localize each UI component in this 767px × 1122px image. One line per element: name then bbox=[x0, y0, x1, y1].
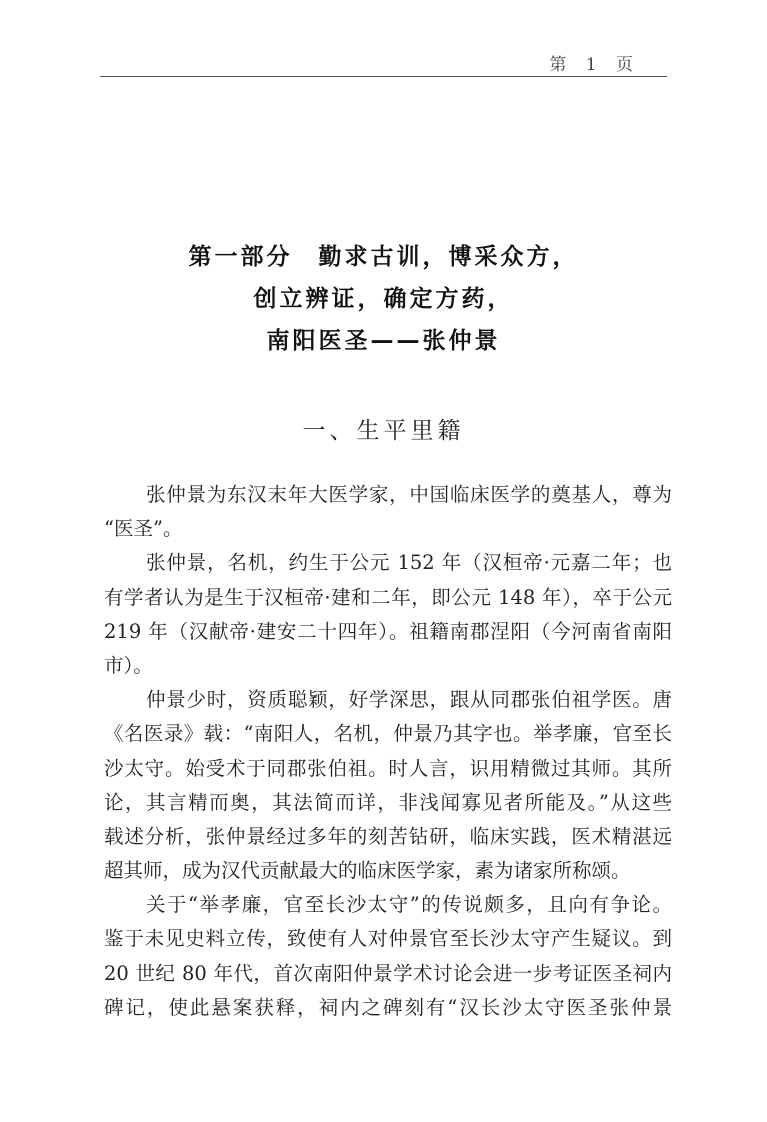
text-line: 关于“举孝廉，官至长沙太守”的传说颇多，且向有争论。 bbox=[146, 893, 672, 917]
part-title bbox=[0, 236, 767, 362]
text-line: 219 年（汉献帝·建安二十四年）。祖籍南郡涅阳（今河南省南阳 bbox=[104, 619, 672, 643]
part-title-line: 南阳医圣——张仲景 bbox=[266, 328, 501, 354]
text-line: 论，其言精而奥，其法简而详，非浅闻寡见者所能及。”从这些 bbox=[104, 790, 672, 814]
page-header bbox=[100, 48, 667, 77]
text-line: “医圣”。 bbox=[104, 517, 183, 541]
page-number: 第 1 页 bbox=[549, 55, 635, 75]
text-line: 载述分析，张仲景经过多年的刻苦钻研，临床实践，医术精湛远 bbox=[104, 824, 672, 848]
part-title-line: 创立辨证，确定方药， bbox=[253, 286, 514, 312]
text-line: 张仲景为东汉末年大医学家，中国临床医学的奠基人，尊为 bbox=[146, 483, 672, 506]
text-line: 张仲景，名机，约生于公元 152 年（汉桓帝·元嘉二年；也 bbox=[146, 551, 672, 575]
text-line: 市）。 bbox=[104, 653, 153, 677]
text-line: 碑记，使此悬案获释，祠内之碑刻有“汉长沙太守医圣张仲景 bbox=[104, 995, 672, 1019]
text-line: 有学者认为是生于汉桓帝·建和二年，即公元 148 年），卒于公元 bbox=[104, 585, 672, 609]
text-line: 超其师，成为汉代贡献最大的临床医学家，素为诸家所称颂。 bbox=[104, 859, 631, 883]
text-line: 鉴于未见史料立传，致使有人对仲景官至长沙太守产生疑议。到 bbox=[104, 927, 672, 951]
section-heading: 一、生平里籍 bbox=[302, 418, 465, 444]
text-line: 20 世纪 80 年代，首次南阳仲景学术讨论会进一步考证医圣祠内 bbox=[104, 961, 672, 985]
text-line: 沙太守。始受术于同郡张伯祖。时人言，识用精微过其师。其所 bbox=[104, 756, 672, 780]
part-title-line: 第一部分 勤求古训，博采众方， bbox=[188, 244, 579, 270]
text-line: 《名医录》载：“南阳人，名机，仲景乃其字也。举孝廉，官至长 bbox=[104, 722, 672, 746]
body-text bbox=[104, 478, 672, 1025]
text-line: 仲景少时，资质聪颖，好学深思，跟从同郡张伯祖学医。唐 bbox=[146, 688, 672, 712]
